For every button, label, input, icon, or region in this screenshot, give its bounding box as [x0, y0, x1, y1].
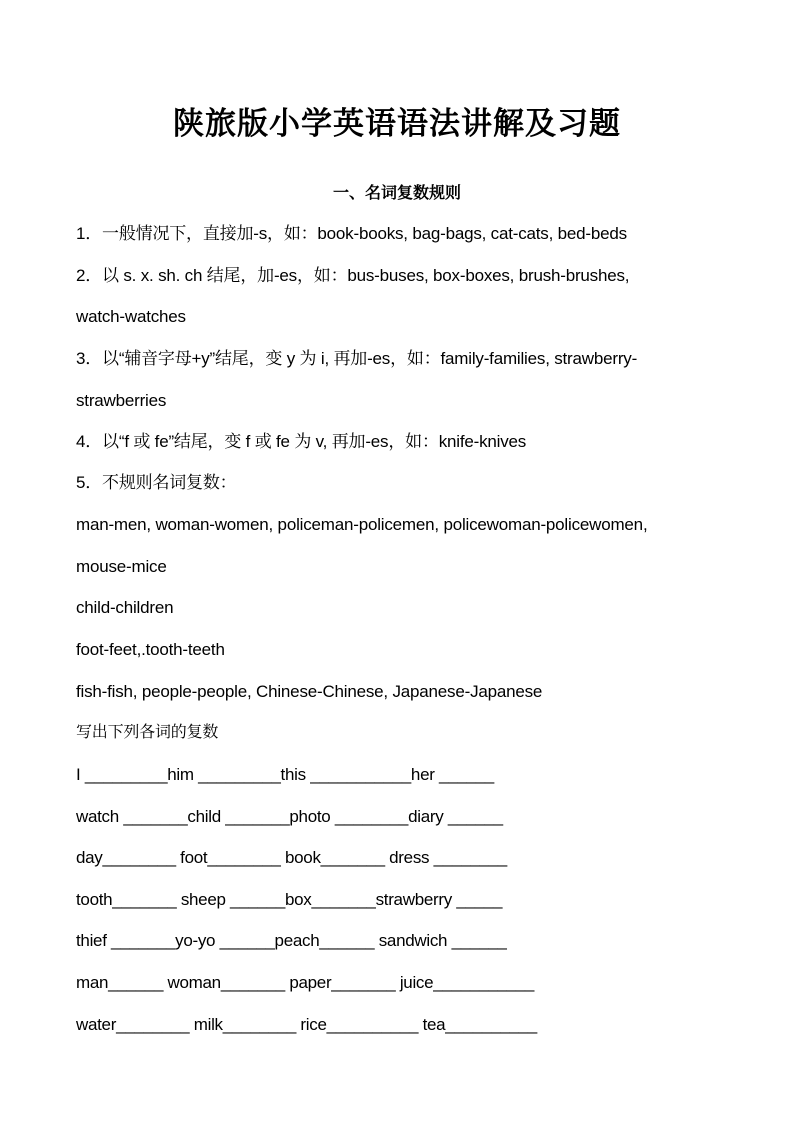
exercise-line-5: thief _______yo-yo ______peach______ sandwich ______ — [76, 931, 507, 950]
rule-line-3-continued: strawberries — [76, 391, 167, 410]
rule-line-1: 1．一般情况下，直接加-s，如：book-books, bag-bags, cat-cats, bed-beds — [76, 224, 627, 243]
rule-line-5: 5．不规则名词复数： — [76, 473, 237, 492]
exercise-line-1: I _________him _________this ___________her ______ — [76, 765, 494, 784]
exercise-line-6: man______ woman_______ paper_______ juice___________ — [76, 973, 534, 992]
rule-line-4: 4．以“f 或 fe”结尾，变 f 或 fe 为 v, 再加-es，如：knife-knives — [76, 432, 527, 451]
rule-line-2-continued: watch-watches — [76, 307, 186, 326]
irregular-plurals-line-4: foot-feet,.tooth-teeth — [76, 640, 225, 659]
exercise-line-2: watch _______child _______photo ________diary ______ — [76, 807, 503, 826]
irregular-plurals-line-5: fish-fish, people-people, Chinese-Chinese, Japanese-Japanese — [76, 682, 543, 701]
exercise-prompt: 写出下列各词的复数 — [76, 722, 219, 741]
rule-line-2: 2．以 s. x. sh. ch 结尾，加-es，如：bus-buses, box-boxes, brush-brushes, — [76, 266, 630, 285]
section-heading: 一、名词复数规则 — [332, 183, 461, 202]
exercise-line-4: tooth_______ sheep ______box_______strawberry _____ — [76, 890, 503, 909]
irregular-plurals-line-1: man-men, woman-women, policeman-policemen, policewoman-policewomen, — [76, 515, 648, 534]
page-title: 陕旅版小学英语语法讲解及习题 — [173, 106, 621, 142]
exercise-line-7: water________ milk________ rice__________ tea__________ — [76, 1015, 537, 1034]
exercise-line-3: day________ foot________ book_______ dress ________ — [76, 848, 507, 867]
rule-line-3: 3．以“辅音字母+y”结尾，变 y 为 i, 再加-es，如：family-families, strawberry- — [76, 349, 638, 368]
irregular-plurals-line-3: child-children — [76, 598, 174, 617]
irregular-plurals-line-2: mouse-mice — [76, 557, 167, 576]
